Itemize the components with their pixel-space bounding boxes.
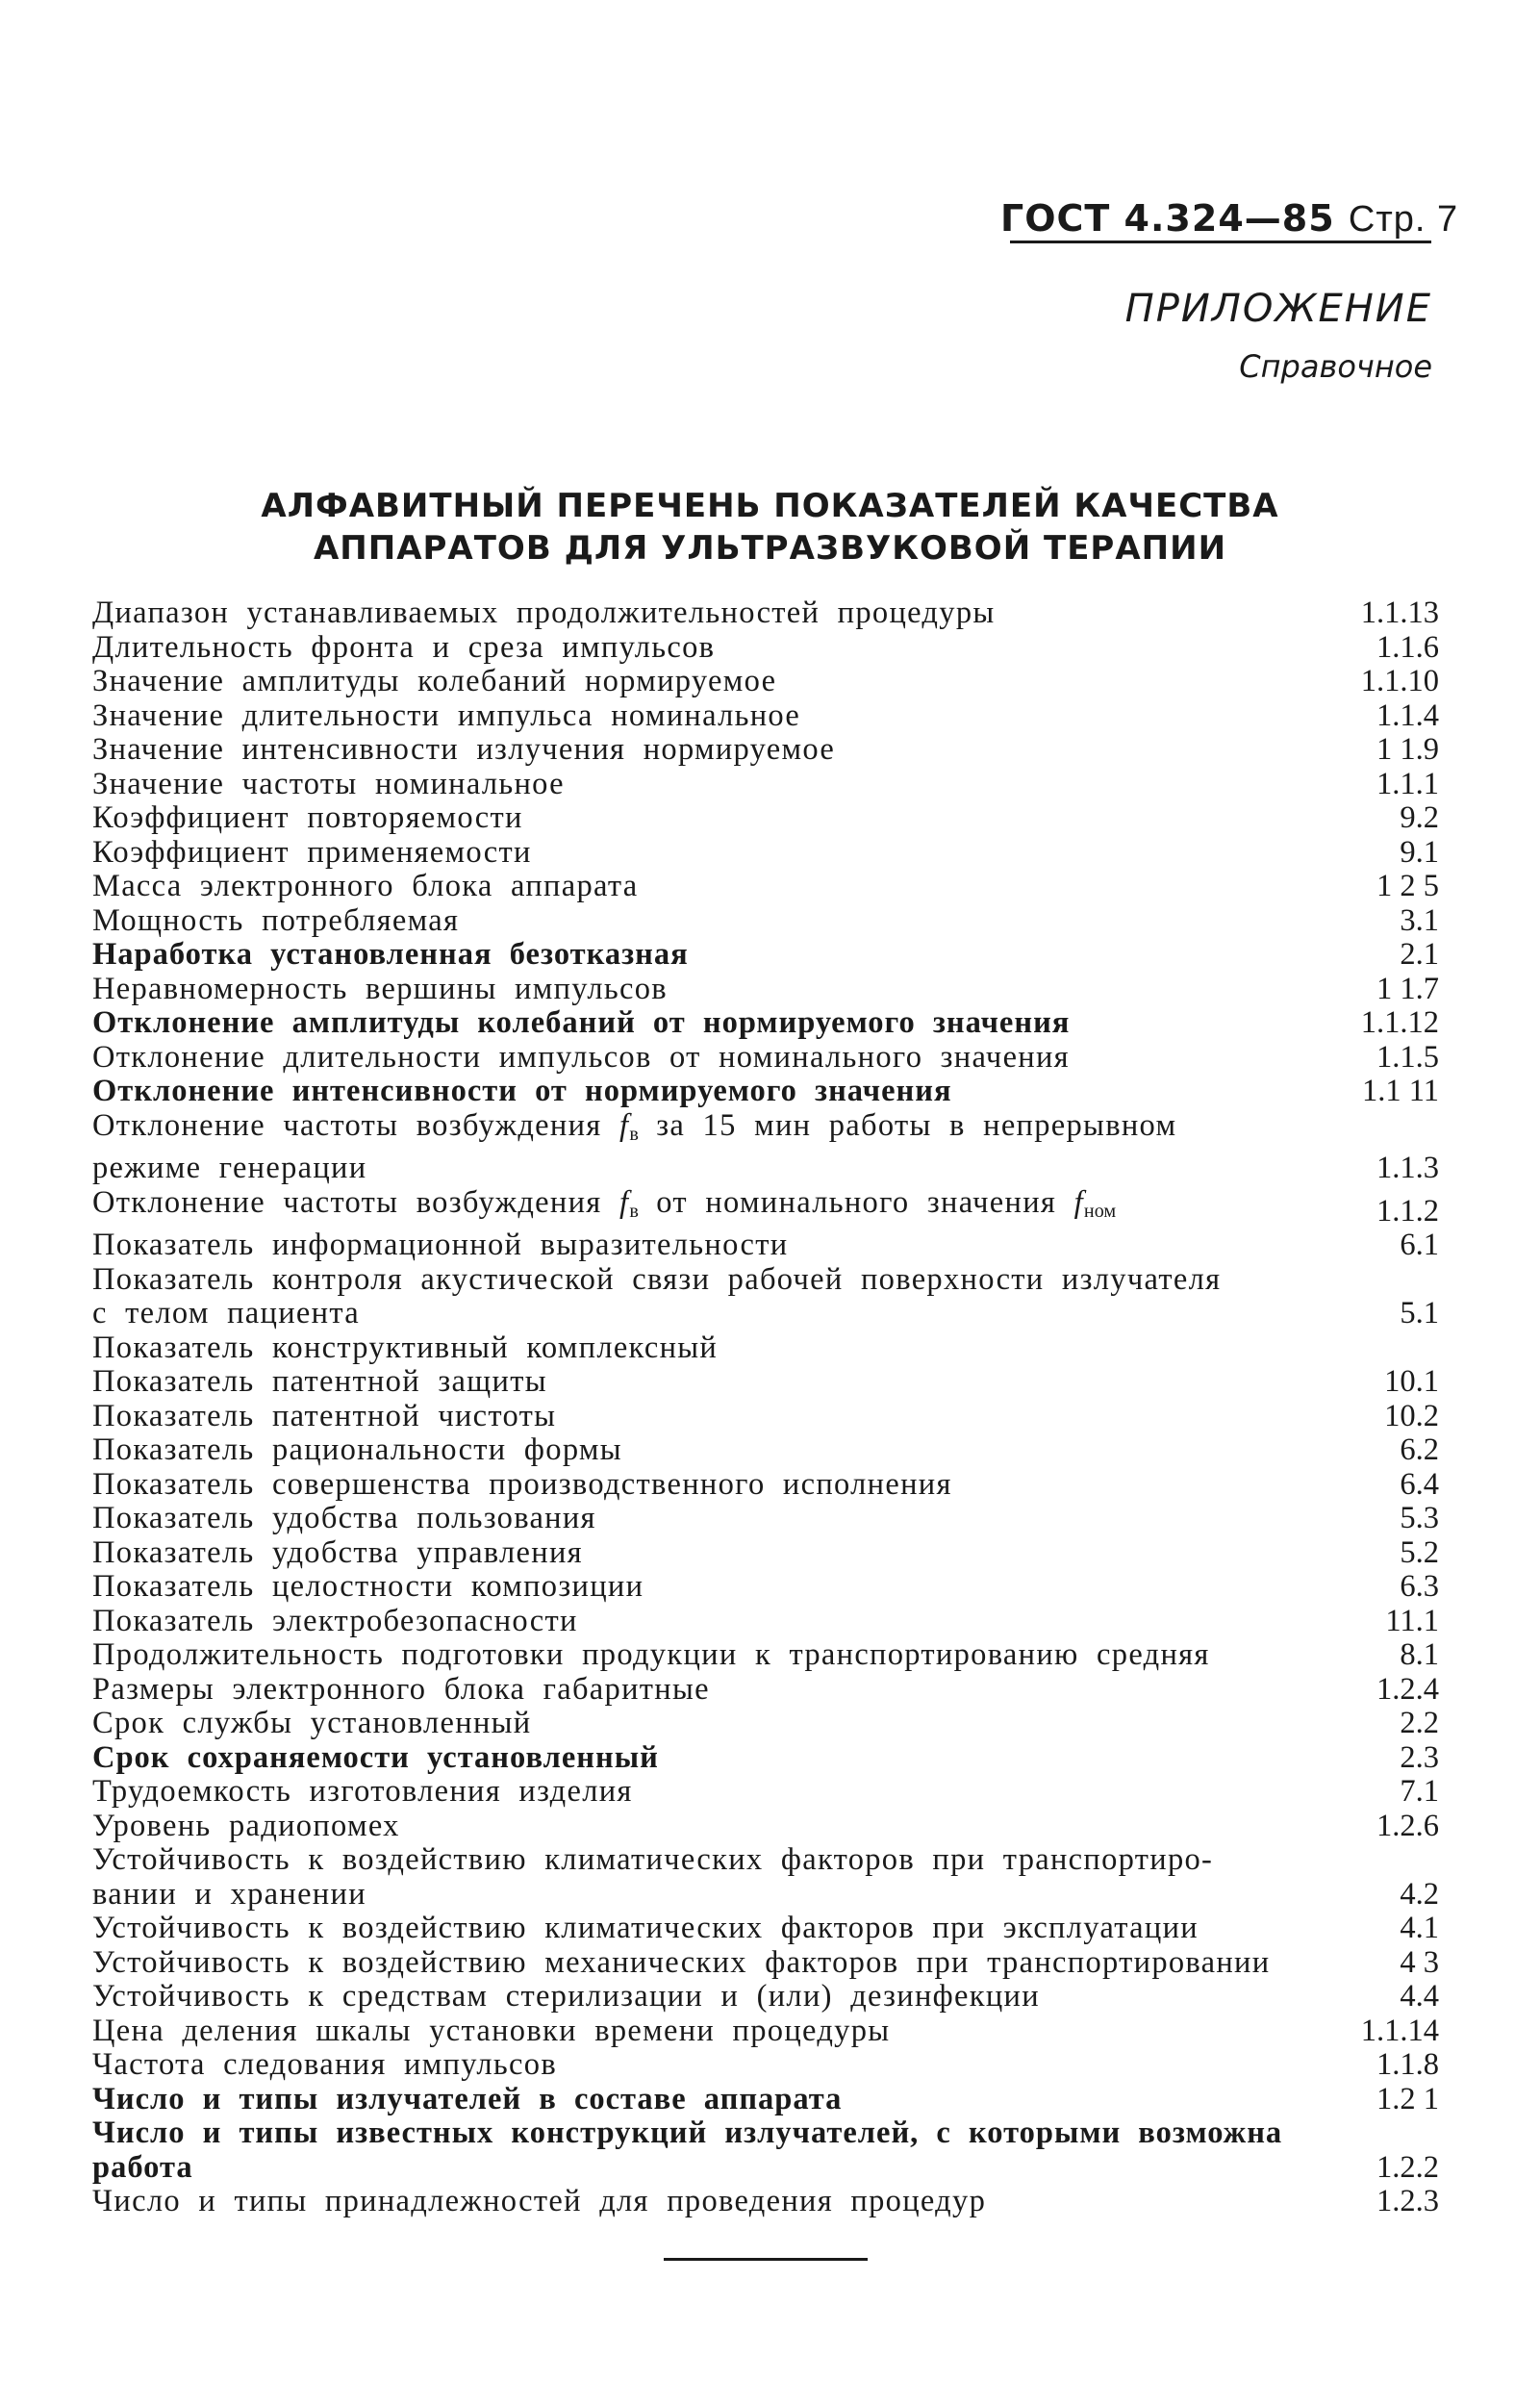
index-entry: [92, 1570, 1439, 1605]
entry-line: [92, 904, 1343, 939]
appendix-subtitle: Справочное: [1239, 348, 1432, 385]
entry-line: [92, 1075, 1343, 1109]
entry-line: [92, 1638, 1343, 1673]
entry-text: Показатель патентной защиты: [92, 1364, 547, 1400]
entry-text: Показатель информационной выразительности: [92, 1228, 789, 1263]
index-entry: [92, 768, 1439, 802]
entry-reference: 6.3: [1400, 1569, 1439, 1605]
entry-text: Показатель патентной чистоты: [92, 1398, 557, 1433]
entry-text: Устойчивость к воздействию климатических факторов при транспортиро-: [92, 1842, 1214, 1878]
index-entry: [92, 1946, 1439, 1981]
frequency-symbol: f: [619, 1184, 630, 1220]
index-entry: [92, 973, 1439, 1007]
entry-reference: 2.1: [1400, 937, 1439, 972]
entry-text: Отклонение длительности импульсов от номинального значения: [92, 1039, 1070, 1075]
entry-line: [92, 1263, 1343, 1298]
entry-reference: 6.4: [1400, 1466, 1439, 1502]
entry-text: Показатель контроля акустической связи рабочей поверхности излучателя: [92, 1261, 1222, 1297]
entry-reference: 9.2: [1400, 800, 1439, 835]
entry-text: Значение интенсивности излучения нормируемое: [92, 732, 836, 767]
entry-text: Показатель рациональности формы: [92, 1432, 622, 1468]
index-entry: [92, 1638, 1439, 1673]
entry-line: [92, 1109, 1343, 1153]
entry-line: [92, 973, 1343, 1007]
entry-line: [92, 2185, 1343, 2219]
index-entry: [92, 1810, 1439, 1844]
entry-line: [92, 1673, 1343, 1708]
index-entry: [92, 836, 1439, 871]
page-header: [1000, 197, 1458, 241]
entry-reference: 1.1.4: [1376, 697, 1439, 733]
header-divider: [1010, 241, 1431, 243]
frequency-subscript: ном: [1083, 1200, 1117, 1222]
entry-line: [92, 1041, 1343, 1076]
entry-reference: 4.2: [1400, 1876, 1439, 1912]
index-entry: [92, 665, 1439, 699]
entry-reference: 1.1.1: [1376, 766, 1439, 801]
entry-text: Неравномерность вершины импульсов: [92, 971, 668, 1006]
entry-text: Цена деления шкалы установки времени процедуры: [92, 2013, 891, 2048]
entry-reference: 1.2.6: [1376, 1808, 1439, 1843]
entry-text: Диапазон устанавливаемых продолжительностей процедуры: [92, 595, 996, 630]
entry-reference: 9.1: [1400, 834, 1439, 870]
index-entry: [92, 870, 1439, 904]
entry-text: Отклонение частоты возбуждения: [92, 1184, 602, 1220]
index-entry: [92, 2083, 1439, 2117]
entry-line: [92, 596, 1343, 631]
entry-line: [92, 1741, 1343, 1776]
entry-line: [92, 2083, 1343, 2117]
index-entry: [92, 2048, 1439, 2083]
entry-text: Устойчивость к воздействию механических факторов при транспортировании: [92, 1944, 1271, 1980]
entry-text: Значение длительности импульса номинальное: [92, 697, 801, 733]
index-entry: [92, 1741, 1439, 1776]
entry-line: [92, 1980, 1343, 2014]
entry-text: Устойчивость к воздействию климатических факторов при эксплуатации: [92, 1911, 1199, 1946]
entry-text: Коэффициент применяемости: [92, 834, 532, 870]
entry-reference: 7.1: [1400, 1774, 1439, 1810]
entry-line: [92, 801, 1343, 836]
entry-reference: 1.1.10: [1360, 664, 1439, 698]
entry-text: режиме генерации: [92, 1151, 367, 1186]
entry-line: [92, 1878, 1343, 1913]
footer-divider: [664, 2258, 868, 2261]
entry-reference: 6.1: [1400, 1228, 1439, 1263]
index-entry: [92, 596, 1439, 631]
index-entry: [92, 699, 1439, 734]
entry-text: вании и хранении: [92, 1876, 366, 1912]
entry-text: Значение частоты номинальное: [92, 766, 565, 801]
entry-reference: 1.1.13: [1360, 595, 1439, 630]
entry-line: [92, 699, 1343, 734]
index-entry: [92, 1109, 1439, 1186]
index-entry: [92, 1263, 1439, 1331]
entry-text: Устойчивость к средствам стерилизации и (или) дезинфекции: [92, 1979, 1040, 2014]
entry-reference: 1 1.7: [1376, 971, 1439, 1006]
entry-text: Размеры электронного блока габаритные: [92, 1671, 710, 1707]
index-entry: [92, 1331, 1439, 1366]
entry-line: [92, 1912, 1343, 1946]
entry-line: [92, 1433, 1343, 1468]
entry-text: Число и типы излучателей в составе аппарата: [92, 2081, 843, 2116]
document-title-line1: АЛФАВИТНЫЙ ПЕРЕЧЕНЬ ПОКАЗАТЕЛЕЙ КАЧЕСТВА: [261, 487, 1279, 525]
entry-line: [92, 2048, 1343, 2083]
index-entry: [92, 1041, 1439, 1076]
entry-line: [92, 631, 1343, 666]
index-entry: [92, 904, 1439, 939]
entry-text: Срок службы установленный: [92, 1706, 532, 1741]
entry-text: Продолжительность подготовки продукции к транспортированию средняя: [92, 1637, 1210, 1673]
index-entry: [92, 2014, 1439, 2049]
entry-line: [92, 2116, 1343, 2151]
entry-line: [92, 836, 1343, 871]
standard-number: ГОСТ 4.324—85: [1000, 197, 1335, 240]
index-entry: [92, 1673, 1439, 1708]
entry-reference: 1.1 11: [1361, 1074, 1439, 1108]
index-entry: [92, 1605, 1439, 1639]
index-entry: [92, 733, 1439, 768]
entry-text: Число и типы принадлежностей для проведения процедур: [92, 2184, 987, 2219]
entry-text: Частота следования импульсов: [92, 2047, 557, 2083]
entry-reference: 1.1.3: [1376, 1151, 1439, 1186]
entry-text: Отклонение частоты возбуждения: [92, 1107, 602, 1143]
entry-line: [92, 1707, 1343, 1741]
frequency-symbol: f: [619, 1107, 630, 1143]
entry-text: работа: [92, 2149, 193, 2185]
index-entry: [92, 2116, 1439, 2185]
index-entry: [92, 1468, 1439, 1503]
entry-line: [92, 938, 1343, 973]
index-entry: [92, 1843, 1439, 1912]
entry-text: Срок сохраняемости установленный: [92, 1739, 659, 1775]
entry-text: Трудоемкость изготовления изделия: [92, 1774, 633, 1810]
entry-reference: 2.3: [1400, 1739, 1439, 1775]
entry-reference: 1 1.9: [1376, 732, 1439, 767]
entry-text: за 15 мин работы в непрерывном: [656, 1107, 1177, 1143]
index-entry: [92, 1186, 1439, 1229]
entry-reference: 1.2.3: [1376, 2184, 1439, 2219]
entry-line: [92, 1536, 1343, 1571]
index-entry: [92, 1400, 1439, 1434]
entry-text: Коэффициент повторяемости: [92, 800, 523, 835]
entry-reference: 1.2.2: [1376, 2149, 1439, 2185]
entry-text: Длительность фронта и среза импульсов: [92, 629, 716, 665]
entry-text: Показатель совершенства производственного исполнения: [92, 1466, 952, 1502]
entry-line: [92, 1152, 1343, 1186]
entry-line: [92, 1502, 1343, 1536]
entry-text: Значение амплитуды колебаний нормируемое: [92, 664, 777, 698]
index-entry: [92, 1365, 1439, 1400]
entry-reference: 1.1.12: [1360, 1005, 1439, 1040]
entry-text: Показатель удобства пользования: [92, 1501, 596, 1536]
index-entry: [92, 1912, 1439, 1946]
index-entry: [92, 1707, 1439, 1741]
entry-reference: 1.2 1: [1376, 2081, 1439, 2116]
entry-reference: 5.3: [1400, 1501, 1439, 1536]
entry-line: [92, 1775, 1343, 1810]
entry-line: [92, 1570, 1343, 1605]
index-entry: [92, 1775, 1439, 1810]
entry-text: Отклонение амплитуды колебаний от нормируемого значения: [92, 1005, 1071, 1040]
entry-text: Показатель удобства управления: [92, 1534, 583, 1570]
entry-reference: 10.2: [1384, 1398, 1439, 1433]
entry-reference: 8.1: [1400, 1637, 1439, 1673]
entry-text: Отклонение интенсивности от нормируемого значения: [92, 1074, 952, 1108]
entry-reference: 4 3: [1400, 1944, 1439, 1980]
entry-reference: 5.1: [1400, 1296, 1439, 1331]
entry-reference: 6.2: [1400, 1432, 1439, 1468]
entry-reference: 10.1: [1384, 1364, 1439, 1400]
index-entry: [92, 1433, 1439, 1468]
entry-line: [92, 2151, 1343, 2186]
entry-reference: 4.4: [1400, 1979, 1439, 2014]
index-entry: [92, 1229, 1439, 1263]
entry-line: [92, 1006, 1343, 1041]
entry-line: [92, 768, 1343, 802]
index-entry: [92, 631, 1439, 666]
frequency-subscript: в: [629, 1200, 639, 1222]
entry-reference: 1.1.2: [1376, 1193, 1439, 1229]
entry-text: Мощность потребляемая: [92, 902, 460, 938]
entry-line: [92, 733, 1343, 768]
entry-text: Число и типы известных конструкций излучателей, с которыми возможна: [92, 2116, 1283, 2151]
entry-text: Масса электронного блока аппарата: [92, 869, 639, 903]
entry-line: [92, 1468, 1343, 1503]
entry-reference: 1.1.6: [1376, 629, 1439, 665]
entry-line: [92, 1297, 1343, 1331]
index-entry: [92, 2185, 1439, 2219]
index-entry: [92, 1502, 1439, 1536]
entry-reference: 2.2: [1400, 1706, 1439, 1741]
frequency-subscript: в: [629, 1123, 639, 1145]
entry-text: от номинального значения: [656, 1184, 1057, 1220]
entry-text: Показатель электробезопасности: [92, 1603, 578, 1638]
entry-text: Наработка установленная безотказная: [92, 937, 689, 972]
entry-line: [92, 665, 1343, 699]
entry-line: [92, 1400, 1343, 1434]
entry-line: [92, 1946, 1343, 1981]
entry-reference: 1 2 5: [1376, 869, 1439, 903]
index-entry: [92, 1980, 1439, 2014]
document-title-line2: АППАРАТОВ ДЛЯ УЛЬТРАЗВУКОВОЙ ТЕРАПИИ: [313, 529, 1227, 568]
entry-reference: 11.1: [1385, 1603, 1439, 1638]
entry-reference: 4.1: [1400, 1911, 1439, 1946]
index-entry: [92, 1075, 1439, 1109]
entry-line: [92, 1810, 1343, 1844]
entry-text: Показатель конструктивный комплексный: [92, 1330, 719, 1365]
index-entry: [92, 1006, 1439, 1041]
entry-line: [92, 1365, 1343, 1400]
entry-line: [92, 1605, 1343, 1639]
entry-text: Уровень радиопомех: [92, 1808, 400, 1843]
index-list: [92, 596, 1439, 2219]
frequency-symbol: f: [1073, 1184, 1084, 1220]
index-entry: [92, 1536, 1439, 1571]
entry-line: [92, 2014, 1343, 2049]
entry-line: [92, 1331, 1343, 1366]
index-entry: [92, 801, 1439, 836]
entry-reference: 1.1.14: [1360, 2013, 1439, 2048]
entry-line: [92, 870, 1343, 904]
appendix-title: ПРИЛОЖЕНИЕ: [1124, 287, 1432, 331]
entry-line: [92, 1186, 1343, 1229]
entry-line: [92, 1229, 1343, 1263]
entry-reference: 1.1.8: [1376, 2047, 1439, 2083]
entry-text: Показатель целостности композиции: [92, 1569, 644, 1605]
entry-reference: 3.1: [1400, 902, 1439, 938]
index-entry: [92, 938, 1439, 973]
entry-reference: 5.2: [1400, 1534, 1439, 1570]
entry-reference: 1.2.4: [1376, 1671, 1439, 1707]
entry-text: с телом пациента: [92, 1296, 360, 1331]
entry-line: [92, 1843, 1343, 1878]
entry-reference: 1.1.5: [1376, 1039, 1439, 1075]
page-number: Стр. 7: [1348, 199, 1459, 240]
